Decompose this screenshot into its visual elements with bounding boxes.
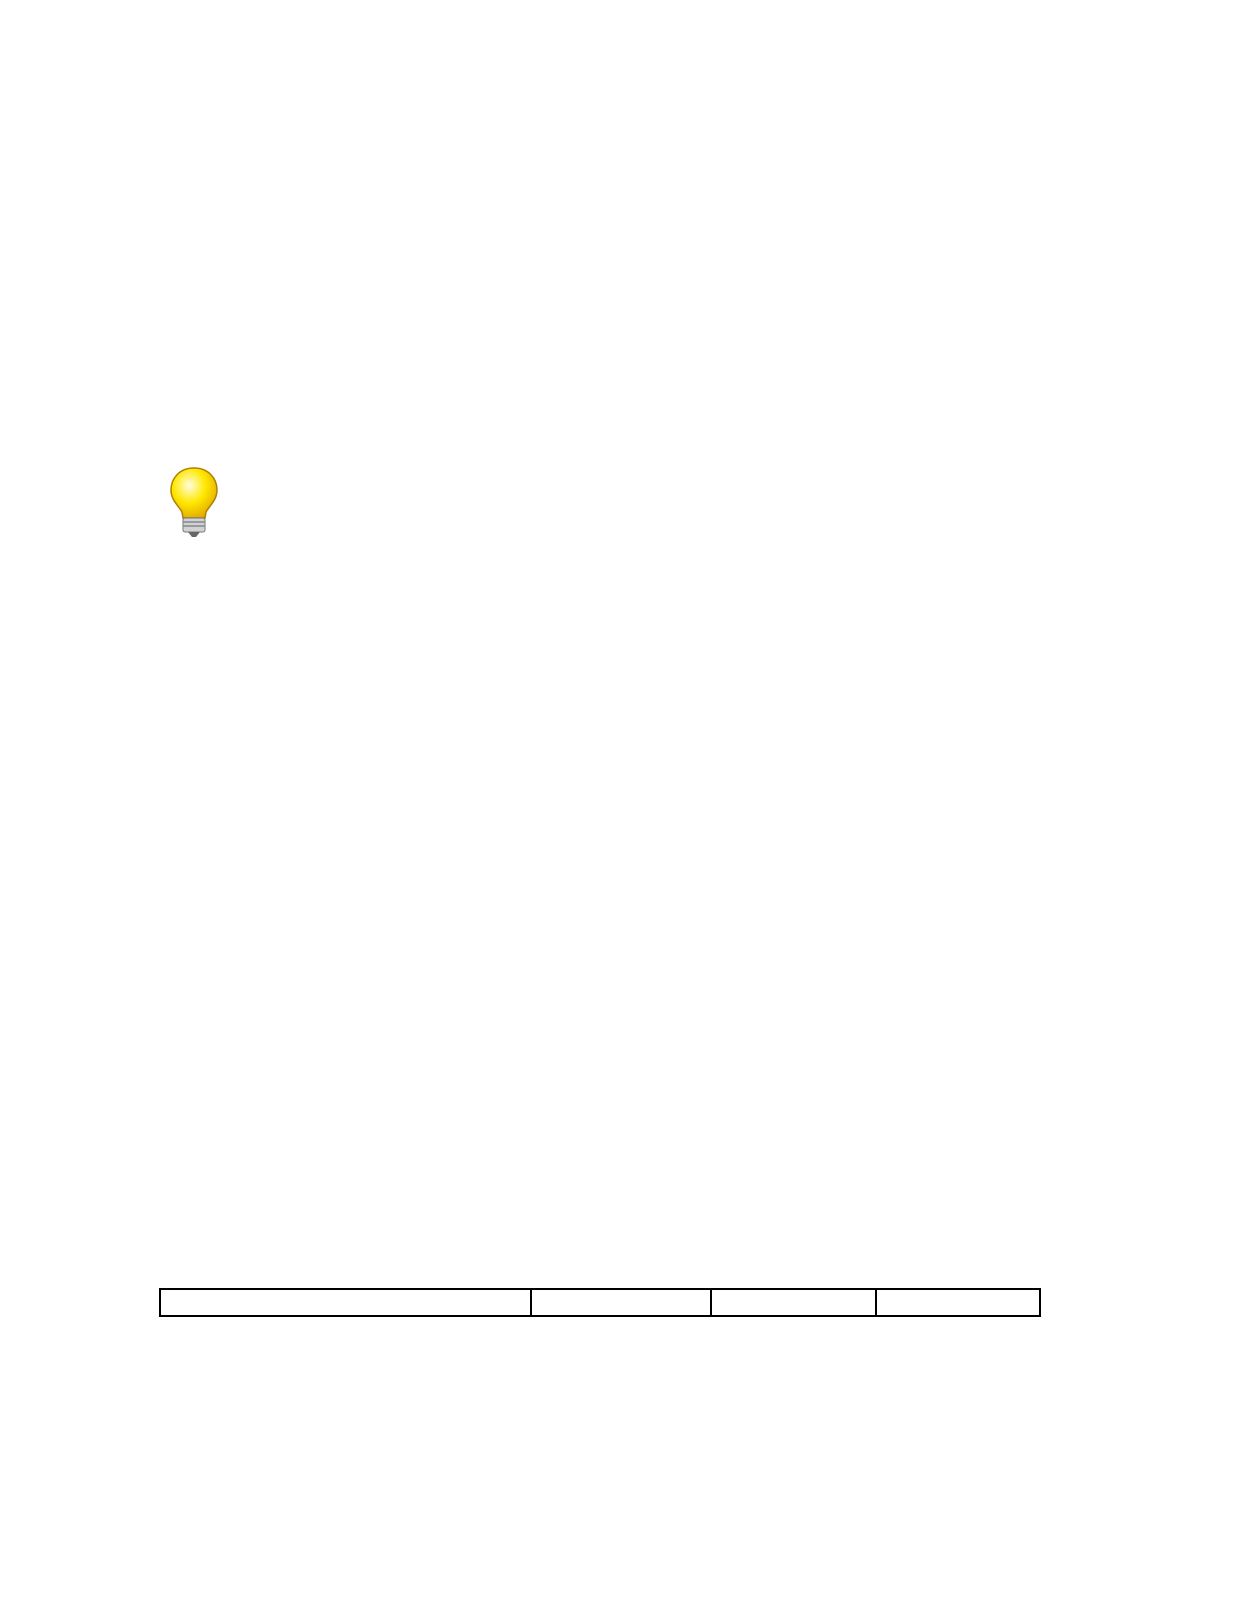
header-set-command xyxy=(711,1289,876,1316)
header-discovery-command xyxy=(531,1289,711,1316)
header-parameter-id xyxy=(160,1289,531,1316)
header-get-command xyxy=(876,1289,1040,1316)
light-bulb-icon xyxy=(168,466,220,538)
rdm-commands-table xyxy=(159,1288,1041,1317)
table-header-row xyxy=(160,1289,1040,1316)
